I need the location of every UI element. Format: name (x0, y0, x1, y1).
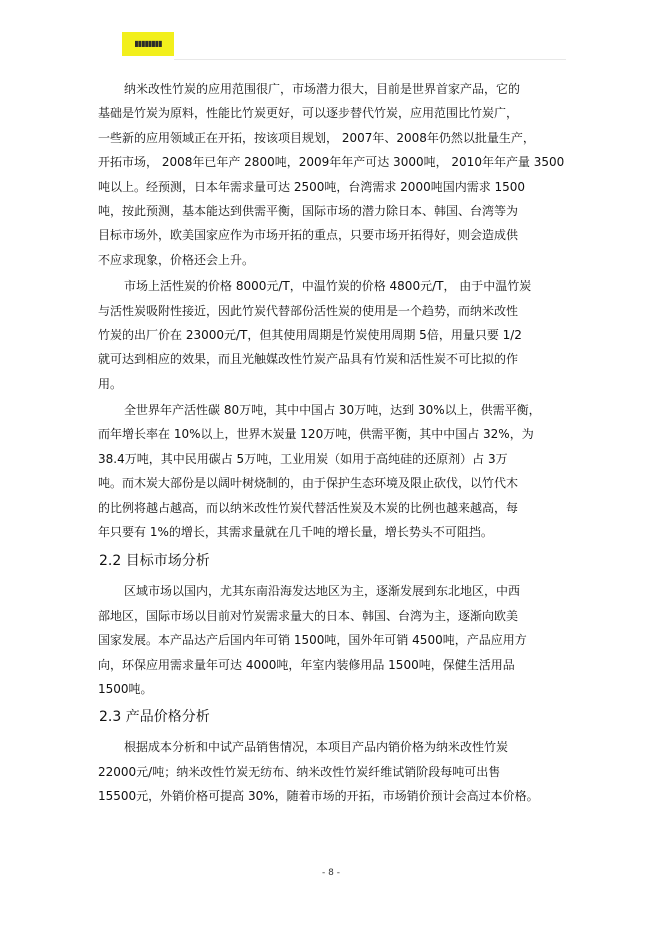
text-line: 开拓市场， 2008年已年产 2800吨，2009年年产可达 3000吨， 2010年年产量 3500 (98, 155, 565, 170)
paragraph-world-output (98, 398, 580, 544)
text-line: 区域市场以国内，尤其东南沿海发达地区为主，逐渐发展到东北地区，中西 (124, 584, 521, 599)
text-line: 吨，按此预测，基本能达到供需平衡，国际市场的潜力除日本、韩国、台湾等为 (98, 203, 519, 218)
text-line: 目标市场外，欧美国家应作为市场开拓的重点，只要市场开拓得好，则会造成供 (98, 228, 519, 243)
text-line: 吨以上。经预测，日本年需求量可达 2500吨，台湾需求 2000吨国内需求 1500 (98, 179, 526, 194)
text-line: 的比例将越占越高，而以纳米改性竹炭代替活性炭及木炭的比例也越来越高，每 (98, 500, 519, 515)
paragraph-price-comparison (98, 274, 580, 396)
text-line: 而年增长率在 10%以上，世界木炭量 120万吨，供需平衡，其中中国占 32%，为 (98, 427, 534, 442)
text-line: 年只要有 1%的增长，其需求量就在几千吨的增长量，增长势头不可阻挡。 (98, 525, 493, 540)
text-line: 市场上活性炭的价格 8000元/T，中温竹炭的价格 4800元/T， 由于中温竹炭 (124, 279, 532, 294)
text-line: 22000元/吨；纳米改性竹炭无纺布、纳米改性竹炭纤维试销阶段每吨可出售 (98, 764, 501, 779)
header-divider (174, 59, 566, 60)
text-line: 38.4万吨，其中民用碳占 5万吨，工业用炭（如用于高纯硅的还原剂）占 3万 (98, 451, 508, 466)
text-line: 竹炭的出厂价在 23000元/T，但其使用周期是竹炭使用周期 5倍，用量只要 1/2 (98, 327, 522, 342)
text-line: 不应求现象，价格还会上升。 (98, 252, 255, 267)
text-line: 用。 (98, 376, 123, 391)
text-line: 部地区，国际市场以目前对竹炭需求量大的日本、韩国、台湾为主，逐渐向欧美 (98, 608, 519, 623)
text-line: 一些新的应用领域正在开拓，按该项目规划， 2007年、2008年仍然以批量生产， (98, 130, 535, 145)
text-line: 就可达到相应的效果，而且光触媒改性竹炭产品具有竹炭和活性炭不可比拟的作 (98, 352, 519, 367)
section-heading-price-analysis: 2.3 产品价格分析 (99, 709, 210, 726)
text-line: 纳米改性竹炭的应用范围很广，市场潜力很大，目前是世界首家产品，它的 (124, 82, 521, 96)
document-body (98, 77, 580, 809)
text-line: 15500元，外销价格可提高 30%，随着市场的开拓，市场销价预计会高过本价格。 (98, 789, 539, 804)
text-line: 国家发展。本产品达产后国内年可销 1500吨，国外年可销 4500吨，产品应用方 (98, 633, 527, 648)
page-number: - 8 - (322, 868, 340, 878)
paragraph-market-potential (98, 77, 580, 272)
text-line: 向，环保应用需求量年可达 4000吨，年室内装修用品 1500吨，保健生活用品 (98, 657, 515, 672)
text-line: 全世界年产活性碳 80万吨，其中中国占 30万吨，达到 30%以上，供需平衡， (124, 403, 541, 418)
text-line: 吨。而木炭大部份是以阔叶树烧制的，由于保护生态环境及限止砍伐，以竹代木 (98, 476, 519, 491)
text-line: 1500吨。 (98, 681, 153, 696)
paragraph-price-analysis (98, 735, 580, 808)
text-line: 基础是竹炭为原料，性能比竹炭更好，可以逐步替代竹炭，应用范围比竹炭广， (98, 106, 519, 121)
header-logo (122, 32, 174, 56)
section-heading-target-market: 2.2 目标市场分析 (99, 553, 210, 570)
header-logo-text: ▮▮▮▮▮▮▮▮ (134, 39, 162, 48)
text-line: 根据成本分析和中试产品销售情况，本项目产品内销价格为纳米改性竹炭 (124, 740, 509, 755)
text-line: 与活性炭吸附性接近，因此竹炭代替部份活性炭的使用是一个趋势，而纳米改性 (98, 303, 519, 318)
paragraph-target-market (98, 579, 580, 701)
